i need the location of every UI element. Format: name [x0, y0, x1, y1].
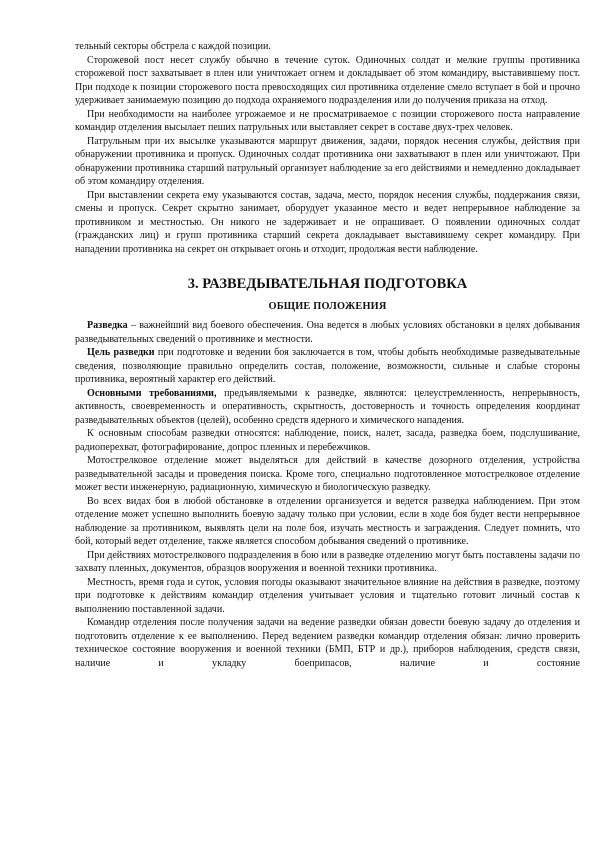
paragraph: При необходимости на наиболее угрожаемое и не просматриваемое с позиции сторожевого поста направление командир отделения высылает пеших патрульных или выставляет секрет в составе двух-трех человек.	[75, 108, 580, 133]
term-main-requirements: Основными требованиями,	[87, 387, 217, 399]
paragraph: Патрульным при их высылке указываются маршрут движения, задачи, порядок несения службы, действия при обнаружении противника и пропуск. Одиночных солдат противника они захватывают в плен или уничтожают. При обнаружении противника старший патрульный организует наблюдение за его действиями и немедленно докладывает об этом командиру отделения.	[75, 135, 580, 187]
paragraph	[75, 387, 580, 428]
paragraph: Мотострелковое отделение может выделяться для действий в качестве дозорного отделения, устройства разведывательной засады и проведения поиска. Кроме того, специально подготовленное мотострелковое отделение может вести инженерную, радиационную, химическую и биологическую разведку.	[75, 455, 580, 493]
paragraph: Местность, время года и суток, условия погоды оказывают значительное влияние на действия в разведке, поэтому при подготовке к действиям командир отделения учитывает условия и тщательно готовит личный состав к выполнению поставленной задачи.	[75, 576, 580, 615]
paragraph: При действиях мотострелкового подразделения в бою или в разведке отделению могут быть поставлены задачи по захвату пленных, документов, образцов вооружения и военной техники противника.	[75, 549, 580, 574]
paragraph: При выставлении секрета ему указываются состав, задача, место, порядок несения службы, поддержания связи, смены и пропуск. Секрет скрытно занимает, оборудует указанное место и ведет непрерывное наблюдение за противником и местностью. Он никого не задерживает и не опрашивает. О появлении одиночных солдат (гражданских лиц) и групп противника старший секрета докладывает выставившему секрет командиру. При нападении противника на секрет он открывает огонь и отходит, продолжая вести наблюдение.	[75, 189, 580, 255]
section-title: 3. РАЗВЕДЫВАТЕЛЬНАЯ ПОДГОТОВКА	[187, 276, 468, 292]
paragraph: Сторожевой пост несет службу обычно в течение суток. Одиночных солдат и мелкие группы противника сторожевой пост захватывает в плен или уничтожает огнем и докладывает об этом командиру, выставившему пост. При подходе к позиции сторожевого поста превосходящих сил противника отделение смело вступает в бой и прочно удерживает занимаемую позицию до подхода охраняемого подразделения или до получения приказа на отход.	[75, 54, 580, 106]
paragraph	[75, 319, 580, 346]
paragraph: тельный секторы обстрела с каждой позиции.	[75, 41, 271, 52]
term-reconnaissance-goal: Цель разведки	[87, 347, 155, 358]
paragraph: К основным способам разведки относятся: наблюдение, поиск, налет, засада, разведка боем, подслушивание, радиоперехват, фотографирование, допрос пленных и перебежчиков.	[75, 428, 580, 453]
paragraph: Командир отделения после получения задачи на ведение разведки обязан довести боевую задачу до отделения и подготовить отделение к ее выполнению. Перед ведением разведки командир отделения обязан: лично проверить техническое состояние вооружения и военной техники (БМП, БТР и др.), приборов наблюдения, средств связи, наличие и укладку боеприпасов, наличие и состояние	[75, 617, 580, 669]
paragraph: Во всех видах боя в любой обстановке в отделении организуется и ведется разведка наблюдением. При этом отделение может успешно выполнить боевую задачу только при условии, если в ходе боя будет вести непрерывное наблюдение за противником, выявлять цели на поле боя, изучать местность и заграждения. Следует помнить, что бой, который ведет отделение, также является способом добывания сведений о противнике.	[75, 495, 580, 547]
term-reconnaissance: Разведка	[87, 320, 128, 331]
subsection-title: ОБЩИЕ ПОЛОЖЕНИЯ	[268, 301, 387, 312]
paragraph-text: – важнейший вид боевого обеспечения. Она ведется в любых условиях обстановки в целях добывания разведывательных сведений о противнике и местности.	[75, 320, 580, 345]
paragraph-text: предъявляемыми к разведке, являются: целеустремленность, непрерывность, активность, своевременность и оперативность, скрытность, достоверность и точность определения координат разведывательных объектов (целей), особенно средств ядерного и химического нападения.	[75, 387, 580, 426]
paragraph-text: при подготовке и ведении боя заключается в том, чтобы добыть необходимые разведывательные сведения, позволяющие правильно определить состав, положение, возможности, сильные и слабые стороны противника, вероятный характер его действий.	[75, 347, 580, 385]
paragraph	[75, 346, 580, 387]
